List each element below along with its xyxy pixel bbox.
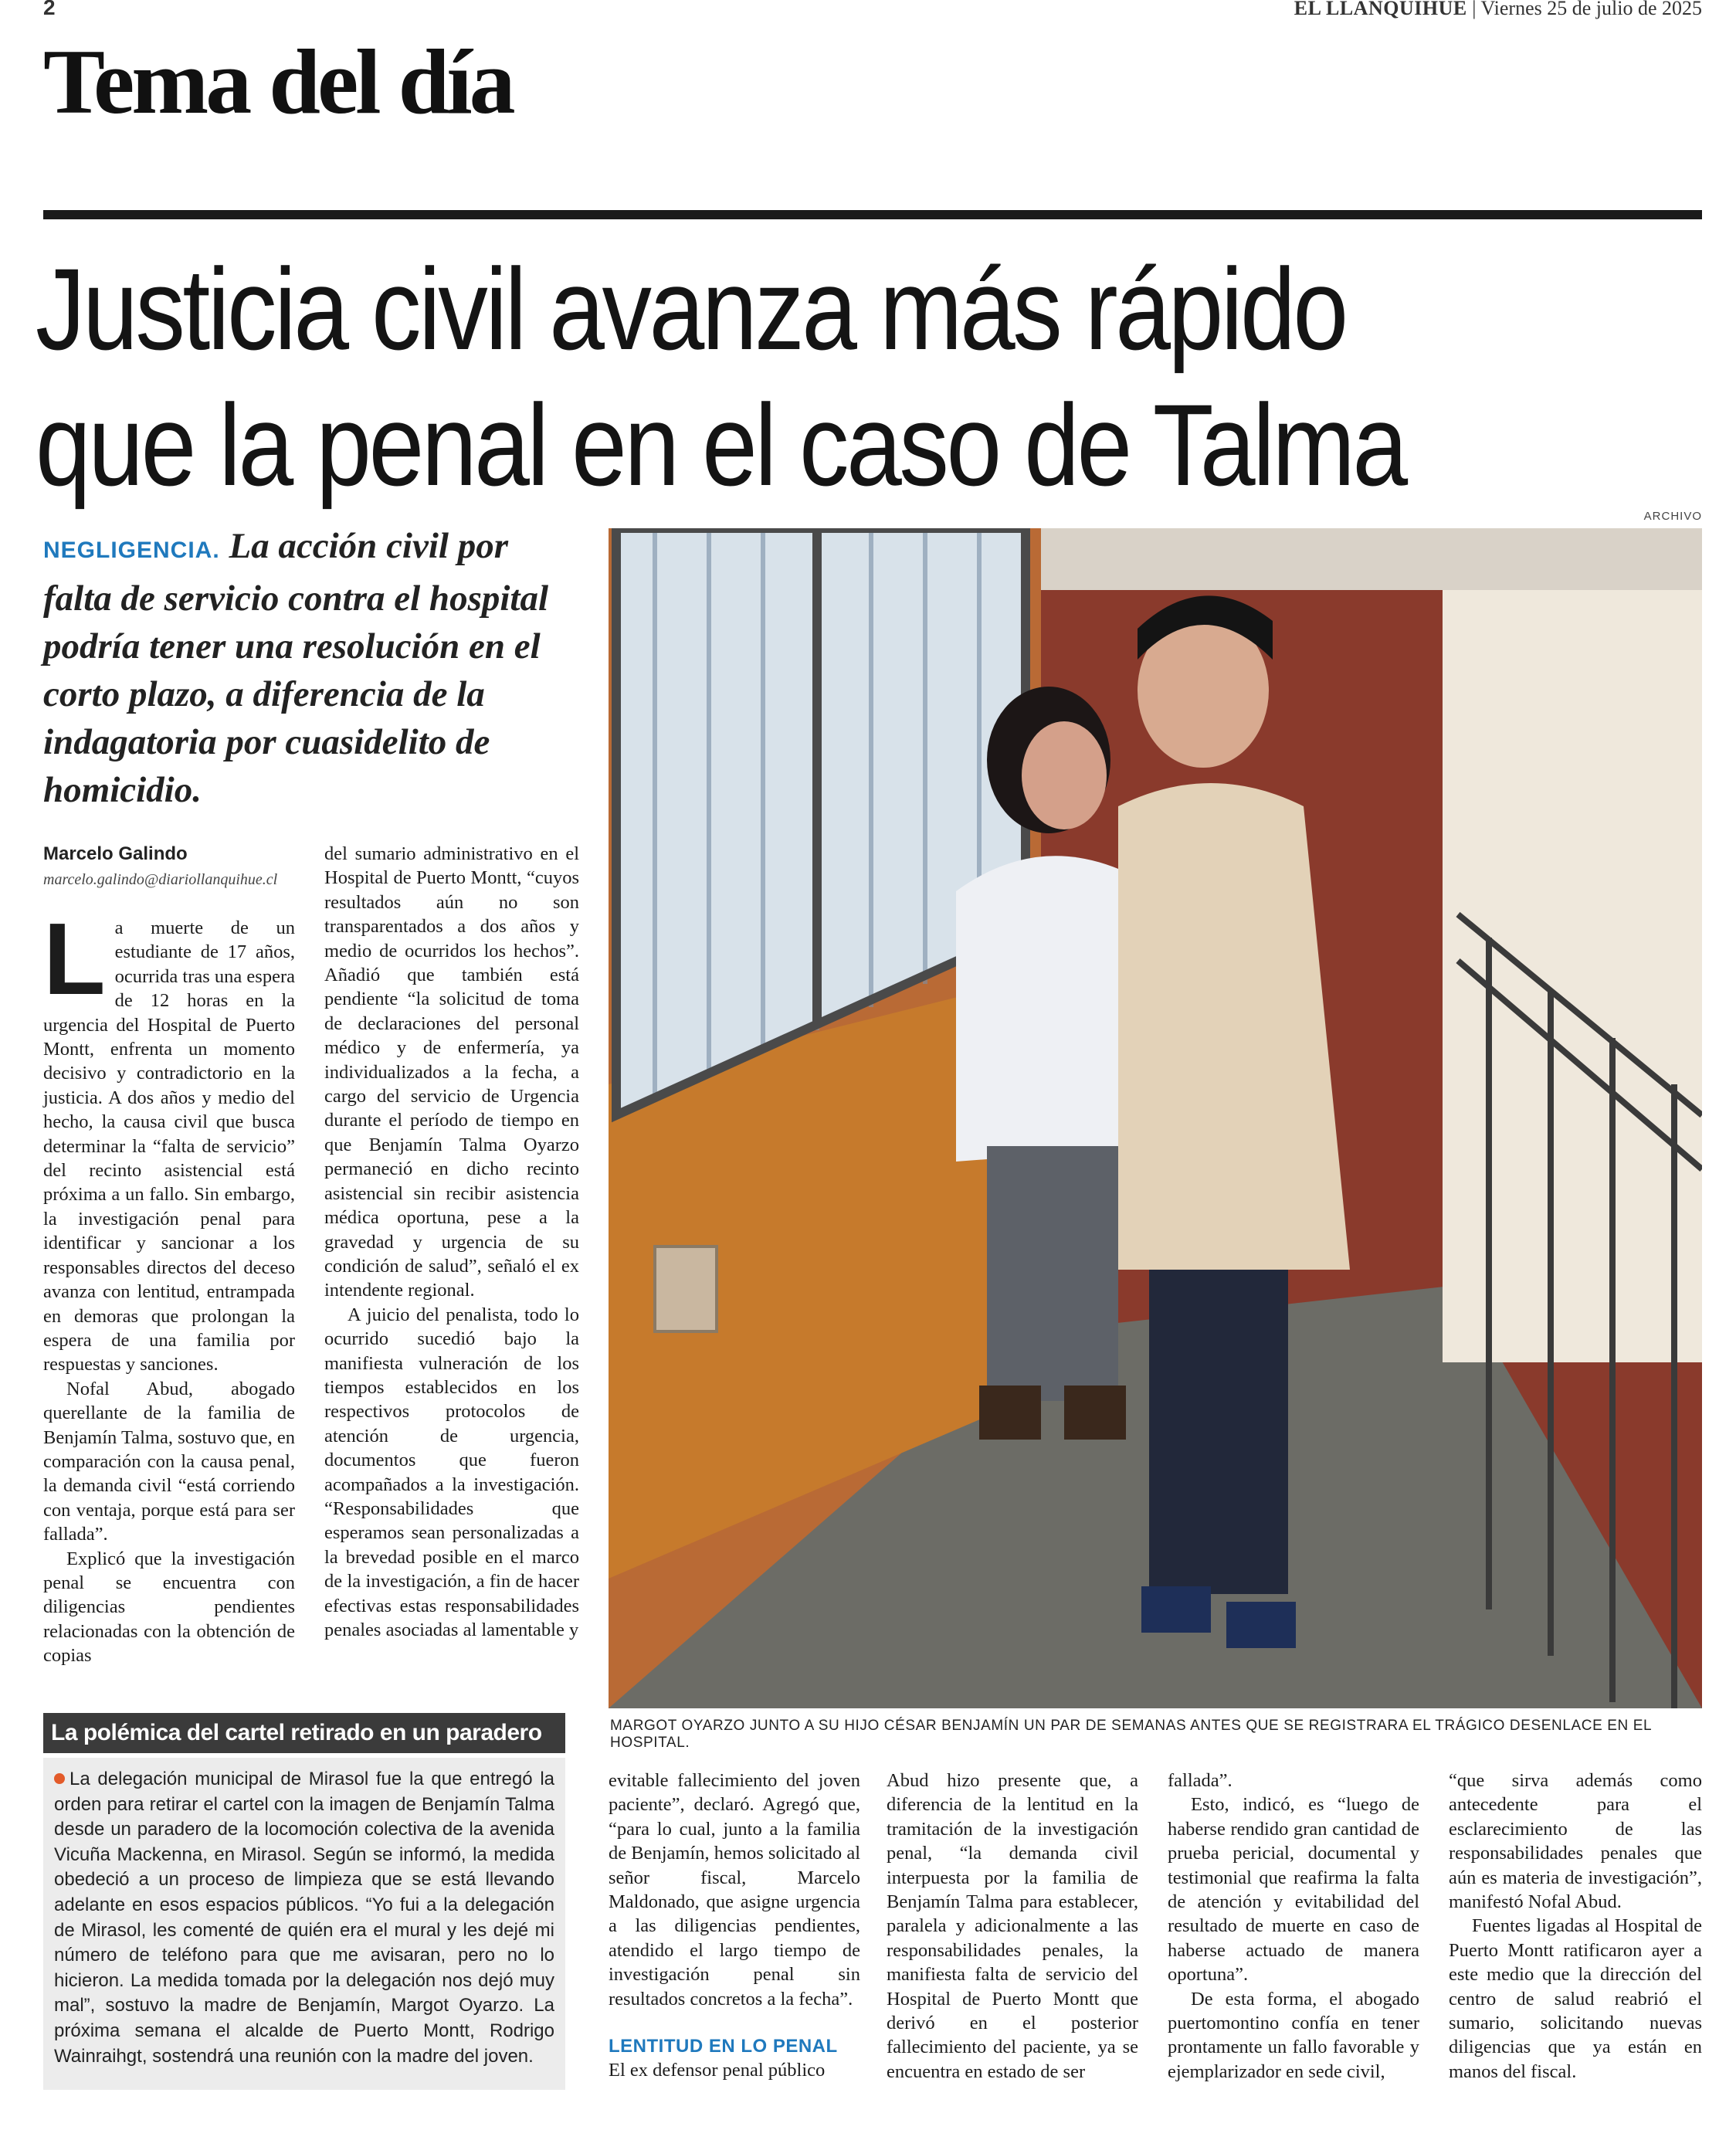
byline-name: Marcelo Galindo xyxy=(43,843,188,864)
photo-caption: MARGOT OYARZO JUNTO A SU HIJO CÉSAR BENJAMÍN UN PAR DE SEMANAS ANTES QUE SE REGISTRARA EL TRÁGICO DESENLACE EN EL HOSPITAL. xyxy=(610,1718,1652,1751)
deck xyxy=(43,522,576,814)
paragraph: Explicó que la investigación penal se encuentra con diligencias pendientes relacionadas con la obtención de copias xyxy=(43,1548,295,1667)
newspaper-name: EL LLANQUIHUE xyxy=(1294,0,1467,19)
paragraph: El ex defensor penal público xyxy=(609,2060,826,2081)
separator: | xyxy=(1472,0,1481,19)
paragraph: evitable fallecimiento del joven paciente”, declaró. Agregó que, “para lo cual, junto a la familia de Benjamín, hemos solicitado al señor fiscal, Marcelo Maldonado, que asigne urgencia a las diligencias pendientes, atendido el largo tiempo de investigación penal sin resultados concretos a la fecha”. xyxy=(609,1770,860,2010)
paragraph: Abud hizo presente que, a diferencia de la lentitud en la tramitación de la investigación penal, “la demanda civil interpuesta por la familia de Benjamín Talma para establecer, paralela y adicionalmente a las responsabilidades penales, la manifiesta falta de servicio del Hospital de Puerto Montt que derivó en el posterior fallecimiento del paciente, ya se encuentra en estado de ser xyxy=(887,1770,1138,2082)
paragraph xyxy=(43,902,295,1377)
masthead-info xyxy=(1294,0,1702,20)
article-photo xyxy=(609,528,1702,1708)
section-title: Tema del día xyxy=(43,30,513,133)
issue-date: Viernes 25 de julio de 2025 xyxy=(1480,0,1702,19)
sidebar-text: La delegación municipal de Mirasol fue la que entregó la orden para retirar el cartel con la imagen de Benjamín Talma desde un paradero de la locomoción colectiva de la avenida Vicuña Mackenna, en Mirasol. Según se informó, la medida obedeció a un proceso de limpieza que se está llevando adelante en esos espacios públicos. “Yo fui a la delegación de Mirasol, les comenté de quién era el mural y les dejé mi número de teléfono para que me avisaran, pero no lo hicieron. La medida tomada por la delegación nos dejó muy mal”, sostuvo la madre de Benjamín, Margot Oyarzo. La próxima semana el alcalde de Puerto Montt, Rodrigo Wainraihgt, sostendrá una reunión con la madre del joven. xyxy=(54,1769,554,2067)
byline-email[interactable]: marcelo.galindo@diariollanquihue.cl xyxy=(43,871,278,888)
deck-text: La acción civil por falta de servicio contra el hospital podría tener una resolución en el corto plazo, a diferencia de la indagatoria por cuasidelito de homicidio. xyxy=(43,526,549,810)
article-column-6 xyxy=(1449,1769,1702,2084)
subhead: LENTITUD EN LO PENAL xyxy=(609,2036,838,2057)
paragraph: Nofal Abud, abogado querellante de la familia de Benjamín Talma, sostuvo que, en comparación con la causa penal, la demanda civil “está corriendo con ventaja, porque está para ser fallada”. xyxy=(43,1378,295,1545)
sidebar-title: La polémica del cartel retirado en un paradero xyxy=(43,1713,565,1753)
paragraph: fallada”. xyxy=(1168,1770,1232,1791)
bullet-dot-icon xyxy=(54,1773,65,1784)
paragraph: De esta forma, el abogado puertomontino confía en tener prontamente un fallo favorable y ejemplarizador en sede civil, xyxy=(1168,1988,1419,2082)
article-column-1 xyxy=(43,902,295,1668)
section-rule xyxy=(43,210,1702,219)
headline xyxy=(36,241,1477,513)
paragraph: Esto, indicó, es “luego de haberse rendido gran cantidad de prueba pericial, documental y testimonial que reafirma la falta de atención y evitabilidad del resultado de muerte en caso de haberse actuado de manera oportuna”. xyxy=(1168,1794,1419,1986)
article-column-4 xyxy=(887,1769,1138,2084)
article-column-3 xyxy=(609,1769,860,2083)
article-column-5 xyxy=(1168,1769,1419,2084)
paragraph: del sumario administrativo en el Hospital de Puerto Montt, “cuyos resultados aún no son transparentados a dos años y medio de ocurridos los hechos”. Añadió que también está pendiente “la solicitud de toma de declaraciones del personal médico y de enfermería, ya individualizados a la fecha, a cargo del servicio de Urgencia durante el período de tiempo en que Benjamín Talma Oyarzo permaneció en dicho recinto asistencial sin recibir asistencia médica oportuna, pese a la gravedad y urgencia de su condición de salud”, señaló el ex intendente regional. xyxy=(324,843,579,1301)
paragraph: A juicio del penalista, todo lo ocurrido sucedió bajo la manifiesta vulneración de los tiempos establecidos en los respectivos protocolos de atención de urgencia, documentos que fueron acompañados a la investigación. “Responsabilidades que esperamos sean personalizadas a la brevedad posible en el marco de la investigación, a fin de hacer efectivas estas responsabilidades penales asociadas al lamentable y xyxy=(324,1304,579,1640)
paragraph: Fuentes ligadas al Hospital de Puerto Montt ratificaron ayer a este medio que la dirección del centro de salud reabrió el sumario, solicitando nuevas diligencias que ya están en manos del fiscal. xyxy=(1449,1915,1702,2082)
headline-line-1: Justicia civil avanza más rápido xyxy=(36,244,1346,374)
article-column-2 xyxy=(324,842,579,1642)
paragraph: “que sirva además como antecedente para el esclarecimiento de las responsabilidades penales que aún es materia de investigación”, manifestó Nofal Abud. xyxy=(1449,1770,1702,1913)
page-number: 2 xyxy=(43,0,56,19)
sidebar-box xyxy=(43,1758,565,2090)
photo-credit: ARCHIVO xyxy=(1643,510,1702,523)
headline-line-2: que la penal en el caso de Talma xyxy=(36,380,1405,510)
photo-illustration xyxy=(609,528,1702,1708)
paragraph-text: a muerte de un estudiante de 17 años, ocurrida tras una espera de 12 horas en la urgencia del Hospital de Puerto Montt, enfrenta un momento decisivo y contradictorio en la justicia. A dos años y medio del hecho, la causa civil que busca determinar la “falta de servicio” del recinto asistencial está próxima a un fallo. Sin embargo, la investigación penal para identificar y sancionar a los responsables directos del deceso avanza con lentitud, entrampada en demoras que prolongan la espera de una familia por respuestas y sanciones. xyxy=(43,917,295,1375)
deck-kicker: NEGLIGENCIA. xyxy=(43,538,220,563)
drop-cap: L xyxy=(43,902,106,1016)
